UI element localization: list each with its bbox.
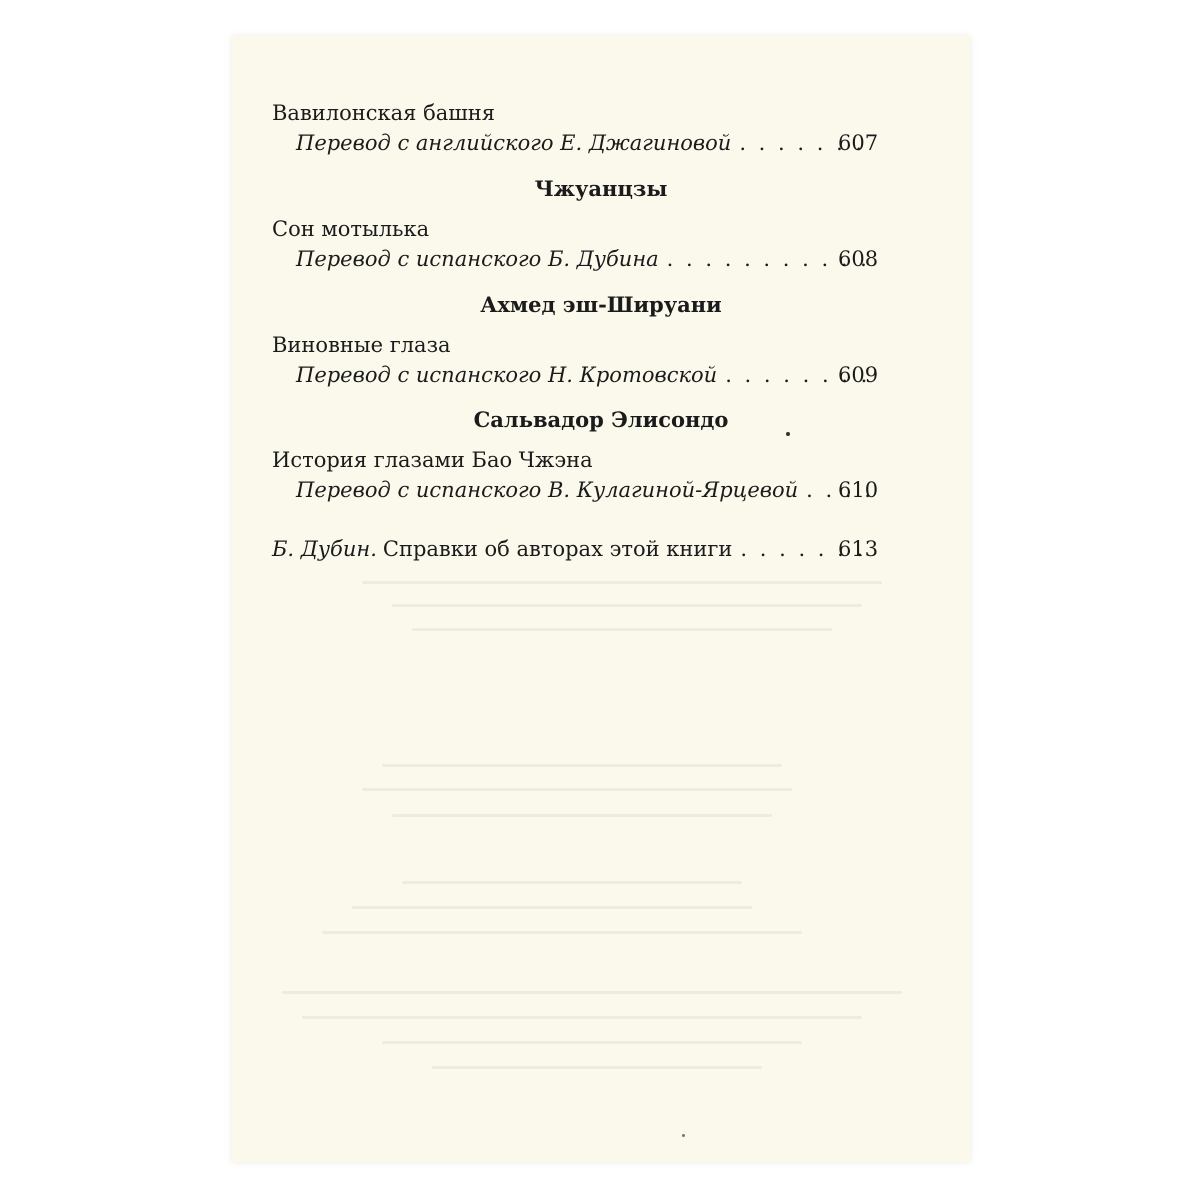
translator-line (296, 246, 882, 272)
page-number: 607 (838, 131, 879, 155)
afterword-author: Б. Дубин. (272, 537, 377, 561)
afterword-title: Справки об авторах этой книги (382, 537, 733, 561)
work-title: История глазами Бао Чжэна (272, 448, 593, 472)
translator-text: Перевод с английского Е. Джагиновой (296, 131, 732, 155)
translator-line (296, 130, 882, 156)
page-number: 609 (838, 363, 879, 387)
book-page (232, 36, 970, 1162)
page-number: 613 (838, 537, 879, 561)
page-number: 608 (838, 247, 879, 271)
translator-line (296, 477, 882, 503)
translator-text: Перевод с испанского В. Кулагиной-Ярцевой (296, 478, 799, 502)
work-title: Вавилонская башня (272, 101, 496, 125)
afterword-line (272, 536, 882, 562)
author-heading: Чжуанцзы (534, 176, 668, 201)
author-heading: Сальвадор Элисондо (473, 407, 729, 432)
translator-text: Перевод с испанского Н. Кротовской (296, 363, 718, 387)
work-title: Сон мотылька (272, 217, 430, 241)
page-number: 610 (838, 478, 879, 502)
work-title: Виновные глаза (272, 333, 451, 357)
translator-line (296, 362, 882, 388)
author-heading: Ахмед эш-Шируани (480, 292, 722, 317)
translator-text: Перевод с испанского Б. Дубина (296, 247, 659, 271)
ink-speck (682, 1134, 685, 1137)
